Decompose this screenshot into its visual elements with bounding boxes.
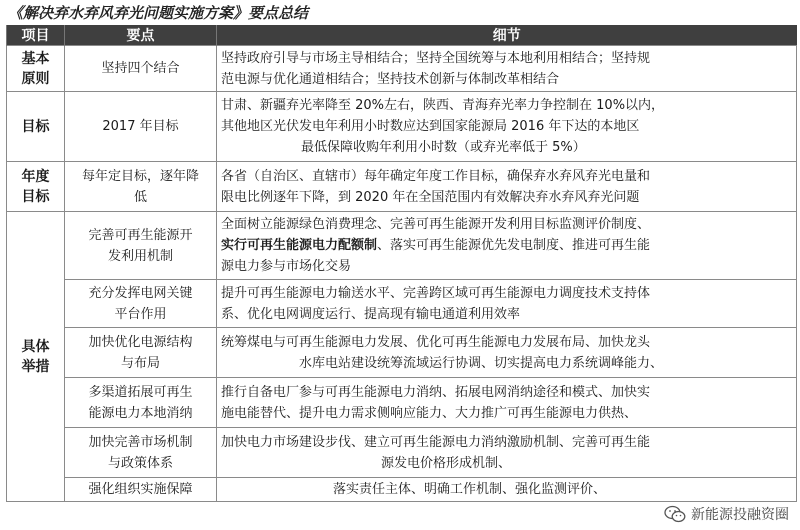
detail-cell: 加快电力市场建设步伐、建立可再生能源电力消纳激励机制、完善可再生能 源发电价格形成机制、: [217, 428, 797, 478]
detail-cell: 坚持政府引导与市场主导相结合；坚持全国统筹与本地利用相结合；坚持规 范电源与优化通道相结合；坚持技术创新与体制改革相结合: [217, 46, 797, 92]
point-cell: 充分发挥电网关键 平台作用: [65, 280, 217, 328]
point-cell: 完善可再生能源开 发利用机制: [65, 212, 217, 280]
header-detail: 细节: [217, 25, 797, 46]
point-cell: 加快完善市场机制 与政策体系: [65, 428, 217, 478]
detail-cell: 提升可再生能源电力输送水平、完善跨区域可再生能源电力调度技术支持体 系、优化电网调度运行、提高现有输电通道利用效率: [217, 280, 797, 328]
point-cell: 加快优化电源结构 与布局: [65, 328, 217, 378]
detail-cell: 各省（自治区、直辖市）每年确定年度工作目标，确保弃水弃风弃光电量和 限电比例逐年下降，到 2020 年在全国范围内有效解决弃水弃风弃光问题: [217, 162, 797, 212]
detail-cell: 甘肃、新疆弃光率降至 20%左右，陕西、青海弃光率力争控制在 10%以内， 其他地区光伏发电年利用小时数应达到国家能源局 2016 年下达的本地区 最低保障收购年利用小时数（或弃光率低于 5%）: [217, 92, 797, 162]
watermark: [661, 504, 792, 524]
detail-cell: 全面树立能源绿色消费理念、完善可再生能源开发利用目标监测评价制度、 实行可再生能源电力配额制、落实可再生能源优先发电制度、推进可再生能 源电力参与市场化交易: [217, 212, 797, 280]
table-row: [7, 428, 797, 478]
point-cell: 坚持四个结合: [65, 46, 217, 92]
table-row: [7, 212, 797, 280]
header-point: 要点: [65, 25, 217, 46]
table-row: [7, 46, 797, 92]
point-cell: 强化组织实施保障: [65, 478, 217, 502]
watermark-text: 新能源投融资圈: [691, 507, 789, 523]
detail-cell: 统筹煤电与可再生能源电力发展、优化可再生能源电力发展布局、加快龙头 水库电站建设统筹流域运行协调、切实提高电力系统调峰能力、: [217, 328, 797, 378]
table-row: [7, 478, 797, 502]
detail-cell: 落实责任主体、明确工作机制、强化监测评价、: [217, 478, 797, 502]
summary-table: [6, 25, 797, 502]
table-row: [7, 92, 797, 162]
header-category: 项目: [7, 25, 65, 46]
table-title: 《解决弃水弃风弃光问题实施方案》要点总结: [8, 4, 309, 22]
detail-cell: 推行自备电厂参与可再生能源电力消纳、拓展电网消纳途径和模式、加快实 施电能替代、提升电力需求侧响应能力、大力推广可再生能源电力供热、: [217, 378, 797, 428]
quota-system-highlight: 实行可再生能源电力配额制: [221, 238, 378, 253]
category-cell: 年度 目标: [7, 162, 65, 212]
point-cell: 每年定目标，逐年降 低: [65, 162, 217, 212]
table-row: [7, 328, 797, 378]
point-cell: 2017 年目标: [65, 92, 217, 162]
category-cell: 具体 举措: [7, 212, 65, 502]
table-row: [7, 280, 797, 328]
category-cell: 基本 原则: [7, 46, 65, 92]
table-row: [7, 162, 797, 212]
category-cell: 目标: [7, 92, 65, 162]
point-cell: 多渠道拓展可再生 能源电力本地消纳: [65, 378, 217, 428]
table-row: [7, 378, 797, 428]
wechat-icon: [664, 505, 686, 523]
header-row: [7, 25, 797, 46]
